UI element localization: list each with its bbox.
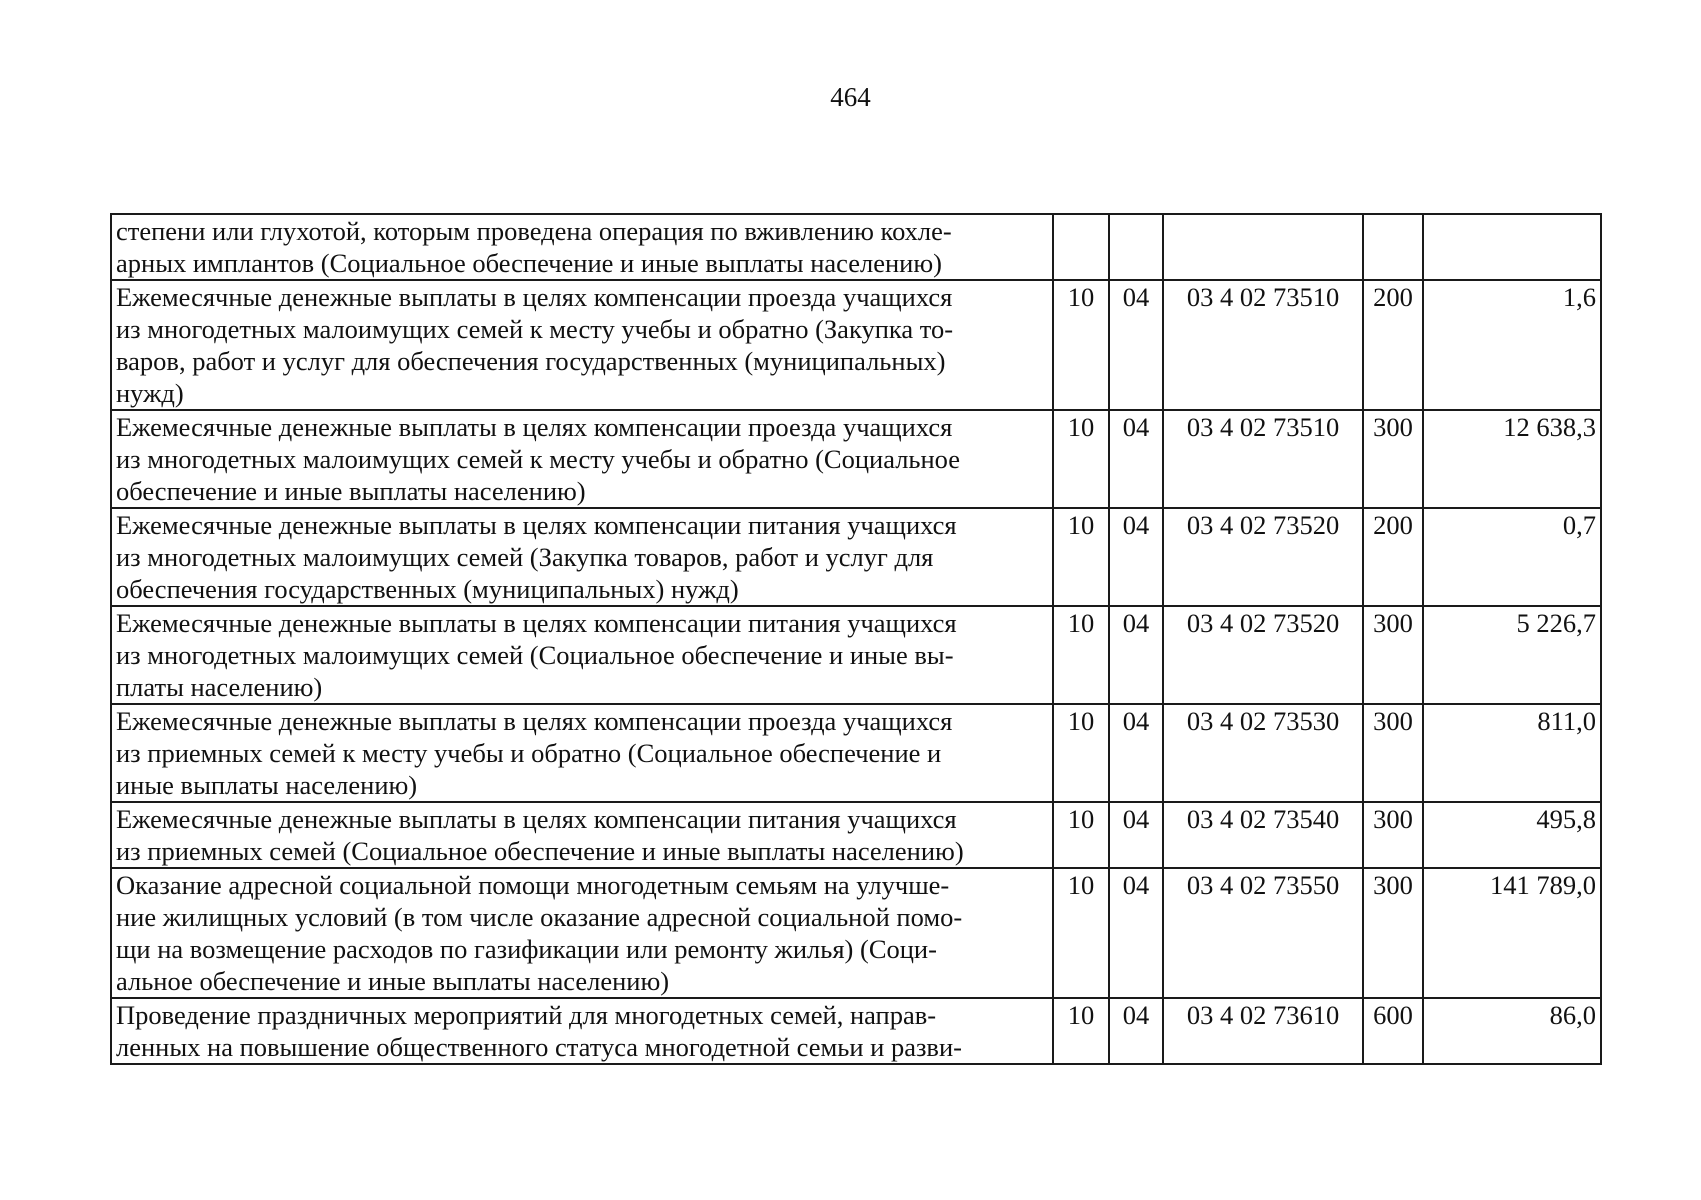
table-row (111, 802, 1601, 868)
expense-type-cell: 200 (1363, 280, 1423, 410)
target-article-cell: 03 4 02 73540 (1163, 802, 1363, 868)
description-line: из многодетных малоимущих семей к месту учебы и обратно (Закупка то- (116, 314, 954, 344)
amount-cell: 86,0 (1423, 998, 1601, 1064)
description-line: Ежемесячные денежные выплаты в целях компенсации питания учащихся (116, 510, 957, 540)
amount-cell: 141 789,0 (1423, 868, 1601, 998)
description-line: обеспечения государственных (муниципальных) нужд) (116, 574, 739, 604)
row-description (111, 606, 1053, 704)
row-description (111, 704, 1053, 802)
subsection-code-cell: 04 (1109, 606, 1163, 704)
description-line: Ежемесячные денежные выплаты в целях компенсации питания учащихся (116, 804, 957, 834)
target-article-cell: 03 4 02 73510 (1163, 280, 1363, 410)
description-line: Оказание адресной социальной помощи многодетным семьям на улучше- (116, 870, 950, 900)
expense-type-cell: 300 (1363, 802, 1423, 868)
row-description (111, 508, 1053, 606)
table-row (111, 508, 1601, 606)
subsection-code-cell: 04 (1109, 508, 1163, 606)
expense-type-cell (1363, 214, 1423, 280)
description-line: платы населению) (116, 672, 323, 702)
description-line: щи на возмещение расходов по газификации или ремонту жилья) (Соци- (116, 934, 937, 964)
description-line: ние жилищных условий (в том числе оказание адресной социальной помо- (116, 902, 963, 932)
row-description (111, 214, 1053, 280)
description-line: обеспечение и иные выплаты населению) (116, 476, 586, 506)
description-line: Ежемесячные денежные выплаты в целях компенсации проезда учащихся (116, 282, 953, 312)
target-article-cell: 03 4 02 73510 (1163, 410, 1363, 508)
target-article-cell: 03 4 02 73520 (1163, 606, 1363, 704)
subsection-code-cell: 04 (1109, 802, 1163, 868)
budget-table (110, 213, 1602, 1065)
subsection-code-cell (1109, 214, 1163, 280)
section-code-cell: 10 (1053, 410, 1109, 508)
expense-type-cell: 300 (1363, 606, 1423, 704)
description-line: нужд) (116, 378, 184, 408)
section-code-cell (1053, 214, 1109, 280)
description-line: степени или глухотой, которым проведена операция по вживлению кохле- (116, 216, 952, 246)
amount-cell: 495,8 (1423, 802, 1601, 868)
row-description (111, 280, 1053, 410)
description-line: арных имплантов (Социальное обеспечение и иные выплаты населению) (116, 248, 942, 278)
row-description (111, 868, 1053, 998)
table-row (111, 868, 1601, 998)
description-line: из многодетных малоимущих семей к месту учебы и обратно (Социальное (116, 444, 961, 474)
subsection-code-cell: 04 (1109, 868, 1163, 998)
section-code-cell: 10 (1053, 606, 1109, 704)
description-line: из приемных семей к месту учебы и обратно (Социальное обеспечение и (116, 738, 942, 768)
description-line: из приемных семей (Социальное обеспечение и иные выплаты населению) (116, 836, 964, 866)
target-article-cell: 03 4 02 73520 (1163, 508, 1363, 606)
amount-cell (1423, 214, 1601, 280)
expense-type-cell: 300 (1363, 704, 1423, 802)
expense-type-cell: 300 (1363, 868, 1423, 998)
subsection-code-cell: 04 (1109, 998, 1163, 1064)
table-row (111, 998, 1601, 1064)
subsection-code-cell: 04 (1109, 704, 1163, 802)
expense-type-cell: 300 (1363, 410, 1423, 508)
subsection-code-cell: 04 (1109, 410, 1163, 508)
section-code-cell: 10 (1053, 508, 1109, 606)
amount-cell: 1,6 (1423, 280, 1601, 410)
subsection-code-cell: 04 (1109, 280, 1163, 410)
table-row (111, 704, 1601, 802)
row-description (111, 998, 1053, 1064)
amount-cell: 12 638,3 (1423, 410, 1601, 508)
target-article-cell: 03 4 02 73550 (1163, 868, 1363, 998)
section-code-cell: 10 (1053, 280, 1109, 410)
section-code-cell: 10 (1053, 868, 1109, 998)
description-line: Проведение праздничных мероприятий для многодетных семей, направ- (116, 1000, 937, 1030)
section-code-cell: 10 (1053, 802, 1109, 868)
amount-cell: 0,7 (1423, 508, 1601, 606)
target-article-cell: 03 4 02 73610 (1163, 998, 1363, 1064)
table-row (111, 410, 1601, 508)
description-line: ленных на повышение общественного статуса многодетной семьи и разви- (116, 1032, 962, 1062)
expense-type-cell: 600 (1363, 998, 1423, 1064)
page-number: 464 (830, 82, 871, 112)
table-row (111, 606, 1601, 704)
description-line: иные выплаты населению) (116, 770, 418, 800)
section-code-cell: 10 (1053, 704, 1109, 802)
description-line: из многодетных малоимущих семей (Социальное обеспечение и иные вы- (116, 640, 954, 670)
amount-cell: 811,0 (1423, 704, 1601, 802)
description-line: альное обеспечение и иные выплаты населению) (116, 966, 670, 996)
row-description (111, 802, 1053, 868)
table-row (111, 280, 1601, 410)
description-line: Ежемесячные денежные выплаты в целях компенсации питания учащихся (116, 608, 957, 638)
amount-cell: 5 226,7 (1423, 606, 1601, 704)
row-description (111, 410, 1053, 508)
description-line: Ежемесячные денежные выплаты в целях компенсации проезда учащихся (116, 412, 953, 442)
target-article-cell: 03 4 02 73530 (1163, 704, 1363, 802)
expense-type-cell: 200 (1363, 508, 1423, 606)
description-line: Ежемесячные денежные выплаты в целях компенсации проезда учащихся (116, 706, 953, 736)
description-line: из многодетных малоимущих семей (Закупка товаров, работ и услуг для (116, 542, 934, 572)
target-article-cell (1163, 214, 1363, 280)
description-line: варов, работ и услуг для обеспечения государственных (муниципальных) (116, 346, 946, 376)
table-row (111, 214, 1601, 280)
section-code-cell: 10 (1053, 998, 1109, 1064)
